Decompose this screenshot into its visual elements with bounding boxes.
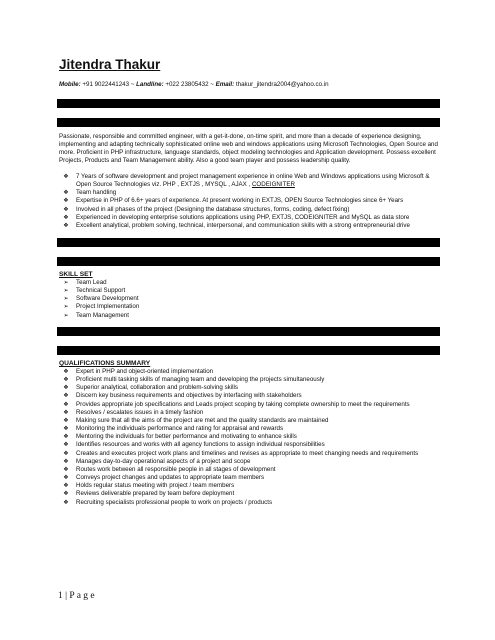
list-item-text: Routes work between all responsible people in all stages of development [76, 465, 276, 473]
list-item [59, 376, 441, 384]
diamond-bullet-icon: ❖ [63, 368, 69, 375]
page-footer [58, 591, 95, 601]
list-item [59, 490, 441, 498]
arrow-bullet-icon: ➢ [63, 311, 69, 319]
landline-label: Landline: [136, 81, 164, 88]
diamond-bullet-icon: ❖ [63, 457, 69, 465]
list-item [59, 222, 441, 230]
list-item [59, 384, 441, 392]
diamond-bullet-icon: ❖ [63, 384, 69, 392]
list-item-text: Making sure that all the aims of the project are met and the quality standards are maintained [76, 416, 329, 424]
diamond-bullet-icon: ❖ [63, 173, 69, 180]
mobile-number: +91 9022441243 [82, 81, 130, 88]
list-item [59, 279, 441, 287]
list-item-text: 7 Years of software development and project management experience in online Web and Windows applications using Microsoft & Open Source Technologies viz. PHP , EXTJS , MYSQL , AJAX , [76, 173, 430, 189]
list-item [59, 392, 441, 400]
diamond-bullet-icon: ❖ [63, 449, 69, 457]
list-item [59, 368, 441, 376]
list-item-text: Identifies resources and works with all agency functions to assign individual responsibilities [76, 441, 325, 449]
list-item [59, 458, 441, 466]
list-item [59, 450, 441, 458]
list-item-text: Team Management [76, 311, 129, 319]
list-item-text: Involved in all phases of the project (Designing the database structures, forms, coding, defect fixing) [76, 205, 350, 213]
list-item [59, 401, 441, 409]
list-item-text: Resolves / escalates issues in a timely fashion [76, 408, 204, 416]
arrow-bullet-icon: ➢ [63, 279, 69, 286]
list-item [59, 295, 441, 303]
list-item [59, 303, 441, 311]
section-divider-bar [57, 99, 440, 108]
list-item [59, 189, 441, 197]
list-item [59, 417, 441, 425]
email-address: thakur_jitendra2004@yahoo.co.in [235, 81, 329, 88]
diamond-bullet-icon: ❖ [63, 441, 69, 449]
diamond-bullet-icon: ❖ [63, 205, 69, 213]
list-item-text: Technical Support [76, 287, 126, 295]
list-item-text: Expertise in PHP of 6.6+ years of experience. At present working in EXTJS, OPEN Source Technologies since 6+ Years [76, 197, 404, 205]
list-item [59, 214, 441, 222]
list-item-text: Superior analytical, collaboration and problem-solving skills [76, 384, 238, 392]
diamond-bullet-icon: ❖ [63, 465, 69, 473]
list-item-text: Conveys project changes and updates to appropriate team members [76, 474, 265, 482]
arrow-bullet-icon: ➢ [63, 287, 69, 295]
diamond-bullet-icon: ❖ [63, 408, 69, 416]
page-number: 1 [58, 591, 63, 601]
summary-paragraph: Passionate, responsible and committed engineer, with a get-it-done, on-time spirit, and more than a decade of experience designing, implementing and adapting technically sophisticated online web and windows applications using Microsoft Technologies, Open Source and more. Proficient in PHP infrastructure, language standards, object modeling technologies and Application development. Possess excellent Projects, Products and Team Management ability. Also a good team player and possess leadership quality. [59, 133, 438, 165]
list-item [59, 287, 441, 295]
page-label: P a g e [69, 591, 95, 601]
list-item [59, 409, 441, 417]
list-item-text: Experienced in developing enterprise solutions applications using PHP, EXTJS, CODEIGNITER and MySQL as data store [76, 213, 410, 221]
list-item-text: Monitoring the individuals performance and rating for appraisal and rewards [76, 425, 284, 433]
list-item [59, 441, 441, 449]
arrow-bullet-icon: ➢ [63, 303, 69, 311]
diamond-bullet-icon: ❖ [63, 197, 69, 205]
list-item-underlined-text: CODEIGNITER [251, 181, 295, 189]
diamond-bullet-icon: ❖ [63, 392, 69, 400]
diamond-bullet-icon: ❖ [63, 400, 69, 408]
email-label: Email: [215, 81, 235, 88]
diamond-bullet-icon: ❖ [63, 474, 69, 482]
diamond-bullet-icon: ❖ [63, 416, 69, 424]
diamond-bullet-icon: ❖ [63, 433, 69, 441]
diamond-bullet-icon: ❖ [63, 189, 69, 197]
diamond-bullet-icon: ❖ [63, 498, 69, 506]
list-item-text: Recruiting specialists professional people to work on projects / products [76, 498, 273, 506]
section-divider-bar [57, 257, 440, 266]
section-divider-bar [57, 327, 440, 336]
arrow-bullet-icon: ➢ [63, 295, 69, 303]
candidate-name: Jitendra Thakur [59, 57, 161, 72]
list-item-text: Creates and executes project work plans and timelines and revises as appropriate to meet changing needs and requirements [76, 449, 419, 457]
footer-separator: | [65, 591, 68, 601]
list-item [59, 482, 441, 490]
list-item-text: Holds regular status meeting with project / team members [76, 482, 235, 490]
diamond-bullet-icon: ❖ [63, 425, 69, 433]
mobile-label: Mobile: [59, 81, 81, 88]
landline-number: +022 23805432 [165, 81, 209, 88]
list-item-text: Software Development [76, 295, 139, 303]
list-item-text: Reviews deliverable prepared by team before deployment [76, 490, 235, 498]
list-item [59, 466, 441, 474]
list-item [59, 197, 441, 205]
list-item-text: Provides appropriate job specifications and Leads project scoping by taking complete ownership to meet the requirements [76, 400, 410, 408]
list-item [59, 425, 441, 433]
section-divider-bar [57, 118, 440, 127]
list-item-text: Proficient multi tasking skills of managing team and developing the projects simultaneously [76, 376, 325, 384]
contact-separator: ~ [130, 81, 135, 88]
diamond-bullet-icon: ❖ [63, 482, 69, 490]
list-item [59, 206, 441, 214]
diamond-bullet-icon: ❖ [63, 490, 69, 498]
list-item [59, 499, 441, 507]
list-item-text: Mentoring the individuals for better performance and motivating to enhance skills [76, 433, 297, 441]
list-item-text: Manages day-to-day operational aspects of a project and scope [76, 457, 251, 465]
list-item [59, 433, 441, 441]
list-item-text: Excellent analytical, problem solving, technical, interpersonal, and communication skills with a strong entrepreneurial drive [76, 221, 410, 229]
section-divider-bar [57, 238, 440, 247]
list-item [59, 474, 441, 482]
contact-line [59, 81, 329, 88]
list-item-text: Expert in PHP and object-oriented implementation [76, 368, 214, 375]
qualifications-list [59, 368, 441, 507]
list-item [59, 173, 441, 189]
list-item [59, 312, 441, 320]
contact-separator: ~ [210, 81, 214, 88]
diamond-bullet-icon: ❖ [63, 221, 69, 229]
summary-bullet-list [59, 173, 441, 230]
skill-set-heading: SKILL SET [59, 271, 93, 278]
skill-set-list [59, 279, 441, 320]
qualifications-heading: QUALIFICATIONS SUMMARY [59, 360, 151, 367]
diamond-bullet-icon: ❖ [63, 376, 69, 384]
list-item-text: Discern key business requirements and objectives by interfacing with stakeholders [76, 392, 302, 400]
diamond-bullet-icon: ❖ [63, 213, 69, 221]
section-divider-bar [57, 346, 440, 355]
list-item-text: Project Implementation [76, 303, 140, 311]
list-item-text: Team handling [76, 189, 117, 197]
list-item-text: Team Lead [76, 279, 107, 286]
